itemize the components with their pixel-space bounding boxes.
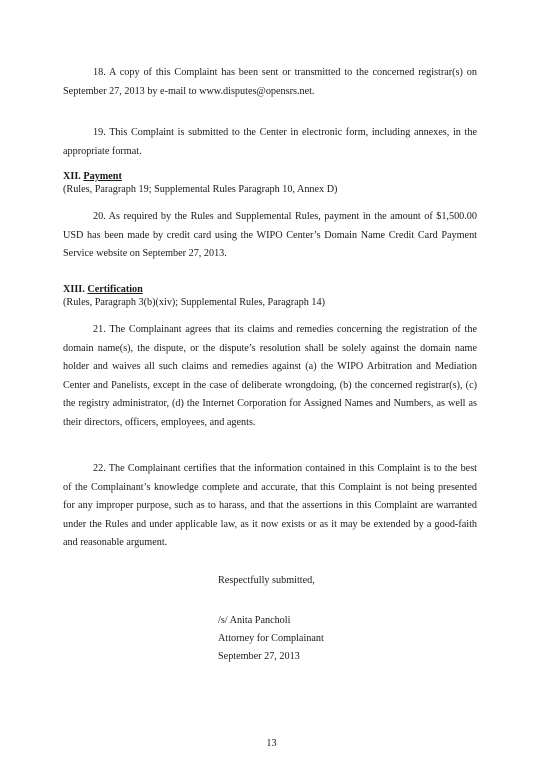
section-heading-certification [63, 284, 477, 309]
paragraph-22: 22. The Complainant certifies that the information contained in this Complaint is to the best of the Complainant’s knowledge complete and accurate, that this Complaint is not being presented for any improper purpose, such as to harass, and that the assertions in this Complaint are warranted under the Rules and under applicable law, as it now exists or as it may be extended by a good-faith and reasonable argument. [63, 463, 477, 548]
paragraph-19: 19. This Complaint is submitted to the Center in electronic form, including annexes, in the appropriate format. [63, 127, 477, 157]
signature-date: September 27, 2013 [218, 651, 300, 662]
section-reference: (Rules, Paragraph 3(b)(xiv); Supplemental Rules, Paragraph 14) [63, 296, 325, 308]
signature-role: Attorney for Complainant [218, 633, 324, 644]
section-title: Certification [87, 284, 143, 295]
section-number: XII. [63, 171, 81, 182]
section-number: XIII. [63, 284, 85, 295]
signature-name: /s/ Anita Pancholi [218, 615, 291, 626]
paragraph-21: 21. The Complainant agrees that its claims and remedies concerning the registration of the domain name(s), the dispute, or the dispute’s resolution shall be solely against the domain name holder and waives all such claims and remedies against (a) the WIPO Arbitration and Mediation Center and Panelists, except in the case of deliberate wrongdoing, (b) the concerned registrar(s), (c) the registry administrator, (d) the Internet Corporation for Assigned Names and Numbers, as well as their directors, officers, employees, and agents. [63, 324, 477, 428]
page-number: 13 [266, 738, 277, 749]
section-title: Payment [83, 171, 122, 182]
signature-closing: Respectfully submitted, [218, 575, 315, 586]
section-heading-payment [63, 171, 477, 196]
section-reference: (Rules, Paragraph 19; Supplemental Rules Paragraph 10, Annex D) [63, 183, 338, 195]
paragraph-20: 20. As required by the Rules and Supplemental Rules, payment in the amount of $1,500.00 USD has been made by credit card using the WIPO Center’s Domain Name Credit Card Payment Service website on September 27, 2013. [63, 211, 477, 259]
paragraph-18: 18. A copy of this Complaint has been sent or transmitted to the concerned registrar(s) on September 27, 2013 by e-mail to www.disputes@opensrs.net. [63, 67, 477, 97]
